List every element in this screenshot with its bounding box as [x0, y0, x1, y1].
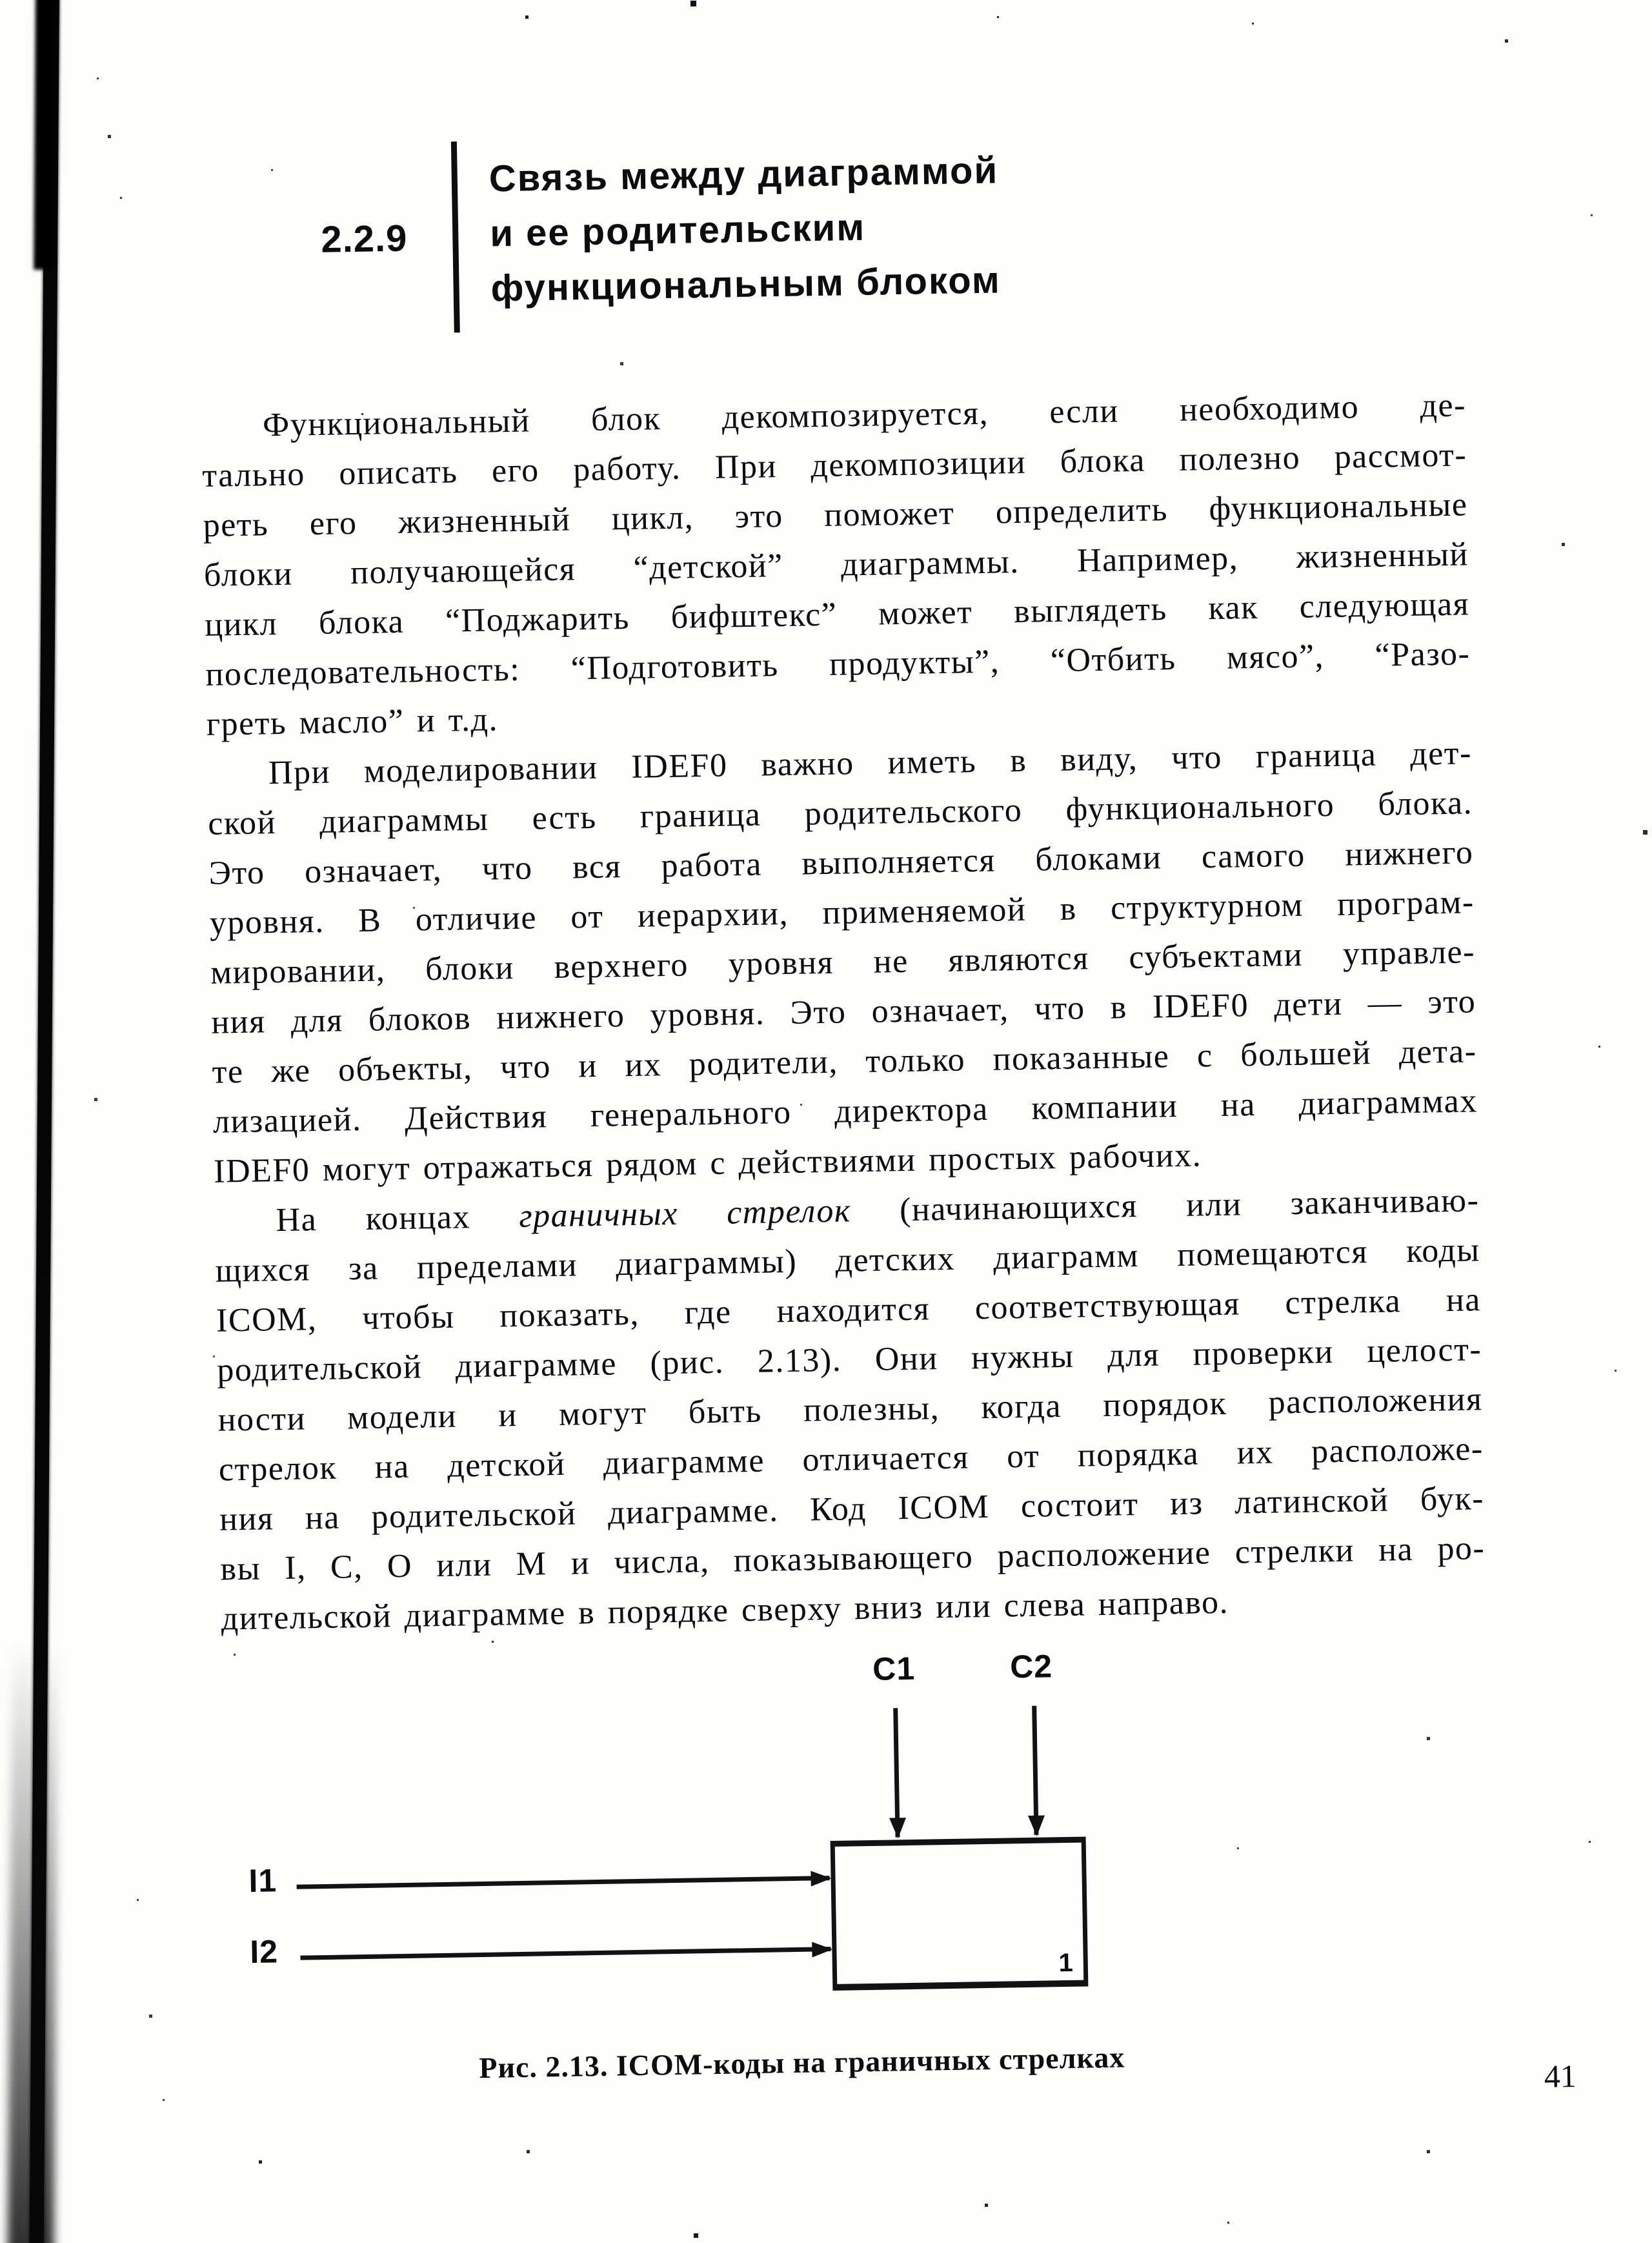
- input-arrow-label-i2: I2: [249, 1933, 279, 1970]
- control-arrow-label-c2: C2: [1009, 1648, 1053, 1685]
- section-title-line-2: и ее родительским: [489, 206, 866, 255]
- body-text-run: тально описать его работу. При декомпозиции блока полезно рассмот-: [201, 436, 1467, 494]
- body-text-run: дительской диаграмме в порядке сверху вниз или слева направо.: [221, 1583, 1229, 1638]
- figure-caption: [479, 2040, 1125, 2086]
- body-text-run: ния на родительской диаграмме. Код ICOM состоит из латинской бук-: [219, 1480, 1485, 1538]
- body-text-run: лизацией. Действия генерального директора компании на диаграммах: [212, 1082, 1478, 1141]
- control-arrow-c2: [1032, 1706, 1038, 1835]
- body-text-run: ICOM, чтобы показать, где находится соответствующая стрелка на: [216, 1281, 1482, 1339]
- control-arrow-c1: [893, 1708, 900, 1837]
- section-title: [489, 139, 1201, 316]
- figure-caption-text: ICOM-коды на граничных стрелках: [607, 2040, 1125, 2082]
- paragraph: [206, 728, 1478, 1196]
- body-text-run: (начинающихся или заканчиваю-: [851, 1182, 1480, 1230]
- control-arrow-label-c1: C1: [872, 1650, 916, 1687]
- body-text-run: ности модели и могут быть полезны, когда порядок расположения: [217, 1381, 1483, 1439]
- body-text-run: те же объекты, что и их родители, только показанные с большей дета-: [212, 1033, 1477, 1091]
- section-title-line-3: функциональным блоком: [490, 259, 1002, 310]
- body-text-run: греть масло” и т.д.: [206, 701, 499, 743]
- input-arrow-i1: [297, 1876, 830, 1889]
- body-text-run: Функциональный блок декомпозируется, если необходимо де-: [262, 387, 1467, 444]
- body-text-run: уровня. В отличие от иерархии, применяемой в структурном програм-: [209, 884, 1475, 942]
- body-text: [201, 380, 1486, 1643]
- body-text-run: родительской диаграмме (рис. 2.13). Они нужны для проверки целост-: [216, 1331, 1482, 1389]
- figure-caption-number: Рис. 2.13.: [478, 2049, 609, 2085]
- title-divider: [451, 141, 460, 332]
- body-text-run: Это означает, что вся работа выполняется блоками самого нижнего: [208, 834, 1474, 892]
- body-text-run: ской диаграммы есть граница родительского функционального блока.: [207, 784, 1473, 842]
- input-arrow-i2: [300, 1947, 831, 1960]
- body-text-run: стрелок на детской диаграмме отличается от порядка их расположе-: [218, 1430, 1484, 1488]
- scan-noise-specks: [0, 0, 2, 2]
- body-text-run: При моделировании IDEF0 важно иметь в виду, что граница дет-: [268, 735, 1473, 792]
- section-title-line-1: Связь между диаграммой: [489, 149, 999, 200]
- function-box-number: 1: [1058, 1948, 1074, 1978]
- body-text-run: последовательность: “Подготовить продукты”, “Отбить мясо”, “Разо-: [205, 635, 1471, 693]
- section-number: 2.2.9: [320, 217, 408, 261]
- function-box: [831, 1836, 1089, 1991]
- body-text-run: IDEF0 могут отражаться рядом с действиями простых рабочих.: [213, 1137, 1202, 1190]
- body-text-run: цикл блока “Поджарить бифштекс” может выглядеть как следующая: [204, 585, 1470, 644]
- body-text-run: вы I, C, O или M и числа, показывающего расположение стрелки на ро-: [220, 1530, 1486, 1588]
- body-text-run: щихся за пределами диаграммы) детских диаграмм помещаются коды: [215, 1232, 1481, 1290]
- page-number: 41: [1544, 2057, 1577, 2095]
- body-text-run: ния для блоков нижнего уровня. Это означает, что в IDEF0 дети — это: [210, 983, 1476, 1041]
- body-text-run: мировании, блоки верхнего уровня не являются субъектами управле-: [210, 933, 1476, 991]
- paragraph: [214, 1175, 1486, 1643]
- body-text-run: реть его жизненный цикл, это поможет определить функциональные: [203, 486, 1468, 544]
- body-text-italic: граничных стрелок: [518, 1192, 852, 1235]
- input-arrow-label-i1: I1: [248, 1862, 277, 1899]
- paragraph: [201, 380, 1471, 749]
- body-text-run: блоки получающейся “детской” диаграммы. Например, жизненный: [203, 536, 1469, 594]
- body-text-run: На концах: [276, 1197, 519, 1239]
